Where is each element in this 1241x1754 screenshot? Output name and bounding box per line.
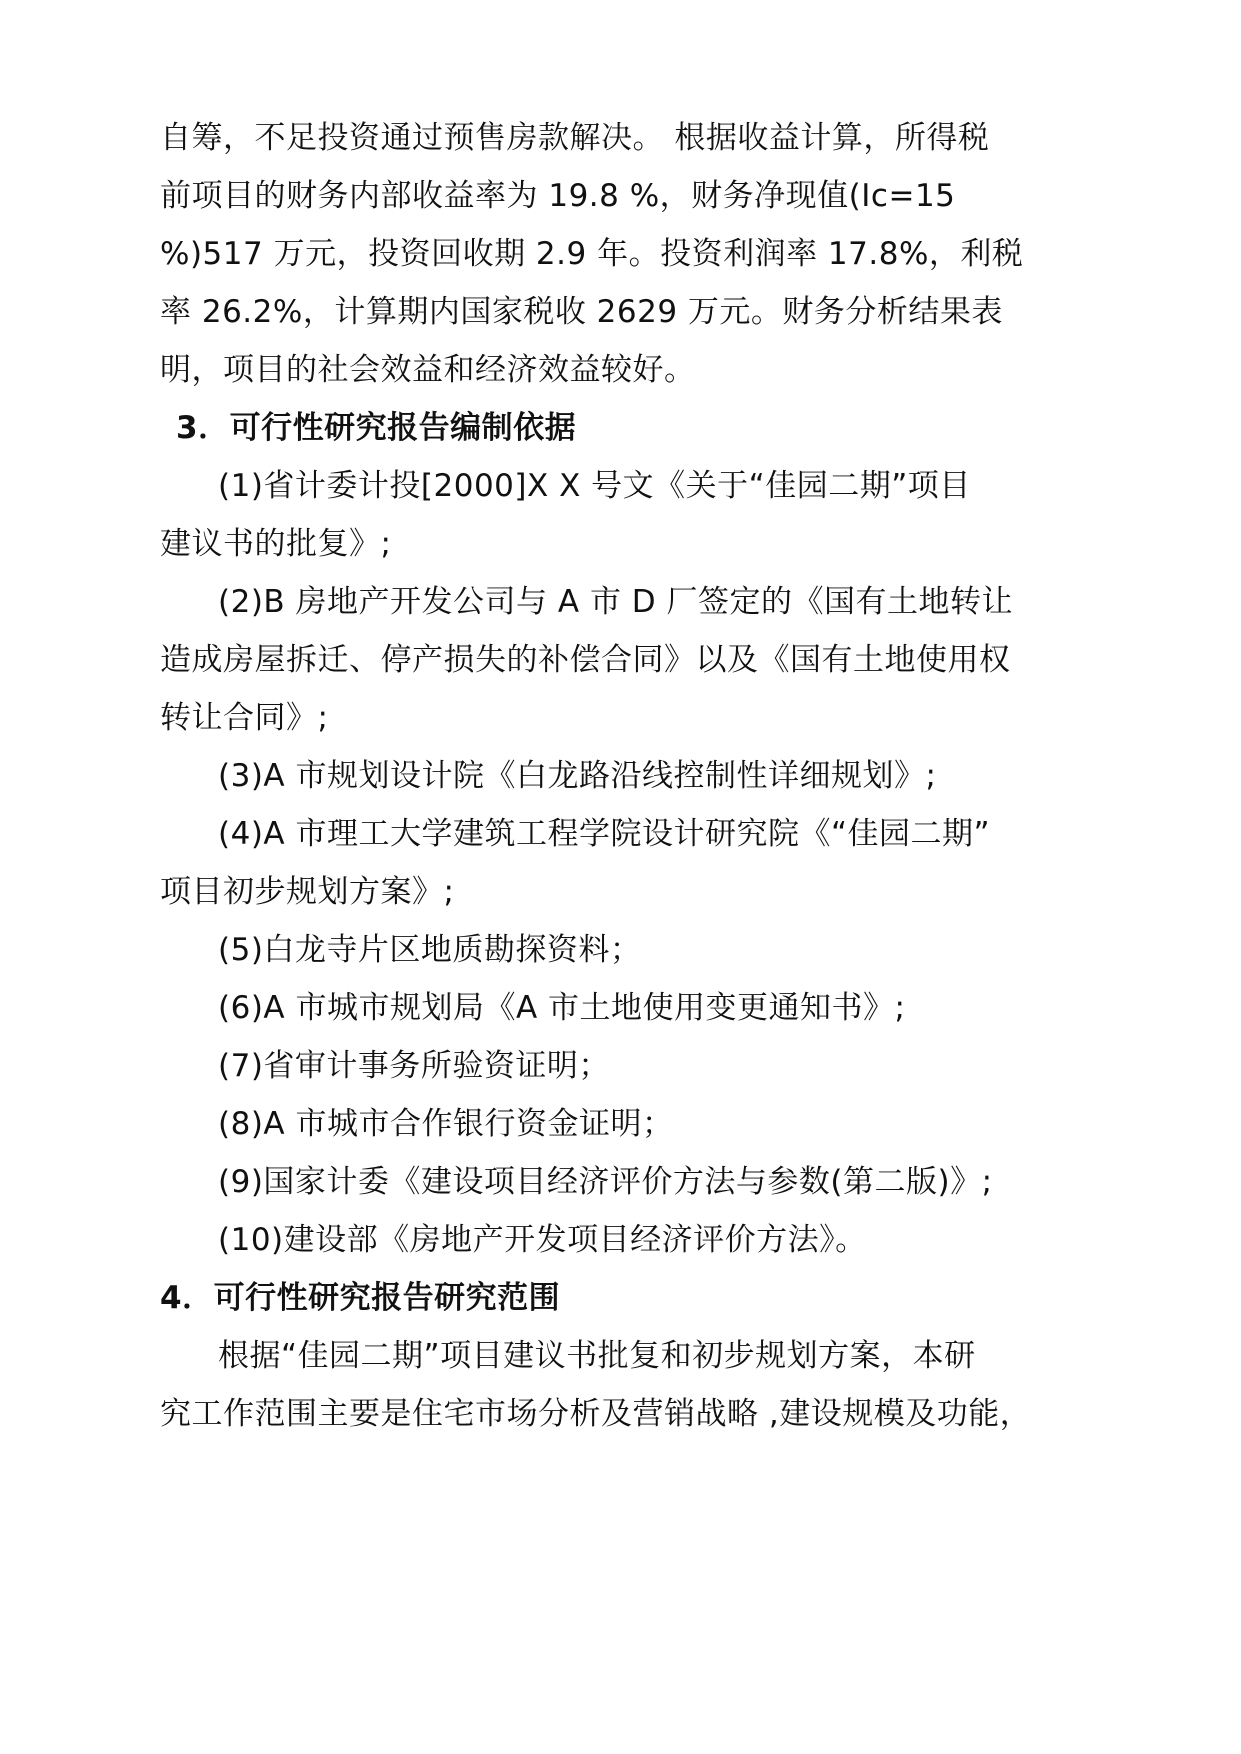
basis-item-line: (9)国家计委《建设项目经济评价方法与参数(第二版)》; bbox=[218, 1164, 993, 1200]
paragraph-line: 根据“佳园二期”项目建议书批复和初步规划方案，本研 bbox=[218, 1338, 976, 1374]
basis-item-line: (7)省审计事务所验资证明； bbox=[218, 1048, 610, 1084]
basis-item-line: (4)A 市理工大学建筑工程学院设计研究院《“佳园二期” bbox=[218, 816, 991, 852]
basis-item-line: (6)A 市城市规划局《A 市土地使用变更通知书》; bbox=[218, 990, 906, 1026]
paragraph-line: %)517 万元，投资回收期 2.9 年。投资利润率 17.8%，利税 bbox=[160, 236, 1024, 272]
basis-item-line: (5)白龙寺片区地质勘探资料； bbox=[218, 932, 642, 968]
paragraph-line: 率 26.2%，计算期内国家税收 2629 万元。财务分析结果表 bbox=[160, 294, 1003, 330]
paragraph-line: 究工作范围主要是住宅市场分析及营销战略 ,建设规模及功能， bbox=[160, 1396, 1032, 1432]
paragraph-line: 前项目的财务内部收益率为 19.8 %，财务净现值(Ic=15 bbox=[160, 178, 956, 214]
basis-item-line: (3)A 市规划设计院《白龙路沿线控制性详细规划》; bbox=[218, 758, 937, 794]
basis-item-line: (10)建设部《房地产开发项目经济评价方法》。 bbox=[218, 1222, 867, 1258]
basis-item-line: 项目初步规划方案》; bbox=[160, 874, 455, 910]
basis-item-line: 建议书的批复》; bbox=[160, 526, 392, 562]
section-heading: 3．可行性研究报告编制依据 bbox=[176, 410, 577, 446]
basis-item-line: 转让合同》; bbox=[160, 700, 329, 736]
basis-item-line: 造成房屋拆迁、停产损失的补偿合同》以及《国有土地使用权 bbox=[160, 642, 1011, 678]
paragraph-line: 自筹，不足投资通过预售房款解决。 根据收益计算，所得税 bbox=[160, 120, 990, 156]
section-heading: 4．可行性研究报告研究范围 bbox=[160, 1280, 561, 1316]
basis-item-line: (8)A 市城市合作银行资金证明； bbox=[218, 1106, 674, 1142]
paragraph-line: 明，项目的社会效益和经济效益较好。 bbox=[160, 352, 696, 388]
basis-item-line: (2)B 房地产开发公司与 A 市 D 厂签定的《国有土地转让 bbox=[218, 584, 1014, 620]
basis-item-line: (1)省计委计投[2000]X X 号文《关于“佳园二期”项目 bbox=[218, 468, 971, 504]
